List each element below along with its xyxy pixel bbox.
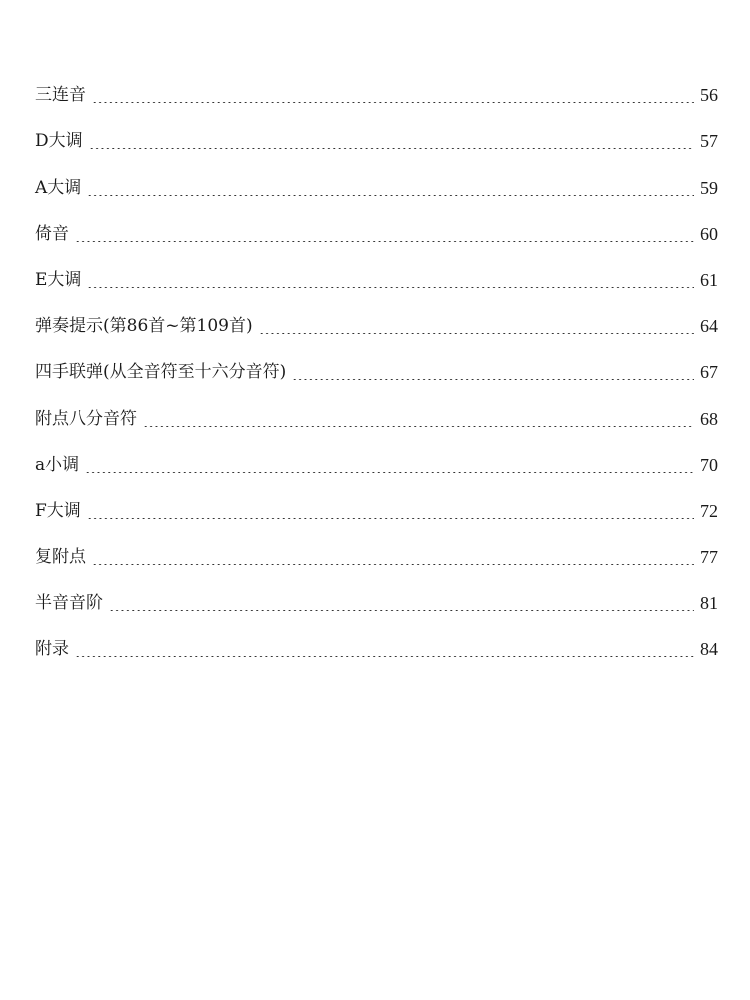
toc-entry[interactable] <box>35 395 718 441</box>
toc-entry-title: E大调 <box>35 269 82 290</box>
toc-entry-page: 59 <box>700 177 718 198</box>
dot-leader <box>75 241 694 242</box>
dot-leader <box>75 656 694 657</box>
dot-leader <box>85 472 694 473</box>
toc-entry-title: 四手联弹(从全音符至十六分音符) <box>35 362 287 383</box>
dot-leader <box>143 426 694 427</box>
toc-entry-page: 68 <box>700 408 718 429</box>
toc-entry-title: 弹奏提示(第86首~第109首) <box>35 316 253 337</box>
toc-entry-page: 64 <box>700 316 718 337</box>
toc-entry-title: 附点八分音符 <box>35 408 137 429</box>
toc-entry-page: 84 <box>700 639 718 660</box>
toc-entry-title: a小调 <box>35 454 80 475</box>
toc-entry-page: 70 <box>700 454 718 475</box>
toc-entry[interactable] <box>35 534 718 580</box>
toc-entry[interactable] <box>35 211 718 257</box>
dot-leader <box>292 379 694 380</box>
dot-leader <box>259 333 694 334</box>
toc-entry[interactable] <box>35 164 718 210</box>
toc-entry[interactable] <box>35 72 718 118</box>
toc-entry-page: 57 <box>700 131 718 152</box>
toc-entry-title: A大调 <box>35 177 82 198</box>
toc-entry[interactable] <box>35 303 718 349</box>
toc-entry[interactable] <box>35 626 718 672</box>
toc-entry-title: 附录 <box>35 639 69 660</box>
toc-entry[interactable] <box>35 118 718 164</box>
dot-leader <box>87 518 694 519</box>
dot-leader <box>89 148 694 149</box>
toc-entry-title: 半音音阶 <box>35 593 103 614</box>
toc-entry[interactable] <box>35 257 718 303</box>
table-of-contents <box>35 72 718 672</box>
dot-leader <box>92 564 694 565</box>
toc-entry[interactable] <box>35 349 718 395</box>
toc-entry-page: 60 <box>700 223 718 244</box>
toc-entry[interactable] <box>35 580 718 626</box>
toc-entry-title: 三连音 <box>35 85 86 106</box>
toc-entry-title: F大调 <box>35 500 81 521</box>
toc-entry-title: 复附点 <box>35 547 86 568</box>
toc-entry-page: 72 <box>700 500 718 521</box>
toc-entry-page: 61 <box>700 269 718 290</box>
dot-leader <box>109 610 694 611</box>
toc-entry-page: 56 <box>700 85 718 106</box>
toc-entry[interactable] <box>35 442 718 488</box>
toc-entry-page: 81 <box>700 593 718 614</box>
toc-entry-page: 77 <box>700 547 718 568</box>
dot-leader <box>87 287 694 288</box>
toc-entry-title: D大调 <box>35 131 83 152</box>
toc-entry[interactable] <box>35 488 718 534</box>
toc-entry-page: 67 <box>700 362 718 383</box>
dot-leader <box>92 102 694 103</box>
dot-leader <box>87 195 694 196</box>
toc-entry-title: 倚音 <box>35 223 69 244</box>
